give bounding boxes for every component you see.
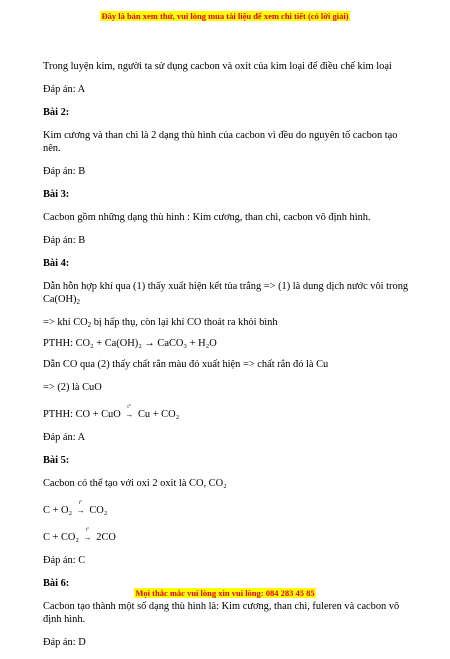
question-4-line-4: => (2) là CuO bbox=[43, 382, 102, 393]
equation-right: CO₂ bbox=[89, 505, 108, 516]
question-3-answer: Đáp án: B bbox=[43, 235, 86, 246]
equation-right: 2CO bbox=[96, 532, 116, 543]
question-2-text: Kim cương và than chì là 2 dạng thù hình của cacbon vì đều do nguyên tố cacbon tạo nên. bbox=[43, 130, 398, 154]
question-4-line-2-b: bị hấp thụ, còn lại khí CO thoát ra khỏi bình bbox=[91, 317, 278, 328]
question-4-line-1 bbox=[43, 280, 415, 306]
preview-banner-text: Đây là bản xem thử, vui lòng mua tài liệu để xem chi tiết (có lời giải) bbox=[101, 11, 349, 21]
intro-answer: Đáp án: A bbox=[43, 84, 86, 95]
question-4-title: Bài 4: bbox=[43, 258, 70, 269]
question-6-answer: Đáp án: D bbox=[43, 637, 86, 648]
question-4-answer: Đáp án: A bbox=[43, 432, 86, 443]
question-5-text: Cacbon có thể tạo với oxi 2 oxit là CO, CO₂ bbox=[43, 478, 227, 489]
subscript: 2 bbox=[87, 321, 92, 329]
arrow-glyph: → bbox=[125, 410, 134, 419]
question-4-equation-2 bbox=[43, 405, 415, 421]
question-4-line-3: Dẫn CO qua (2) thấy chất rắn màu đỏ xuất hiện => chất rắn đó là Cu bbox=[43, 359, 329, 370]
question-5-title: Bài 5: bbox=[43, 455, 70, 466]
equation-left: C + O₂ bbox=[43, 505, 73, 516]
reaction-arrow bbox=[123, 405, 135, 421]
arrow-glyph: → bbox=[76, 506, 85, 515]
contact-banner bbox=[0, 588, 450, 598]
temperature-label: t° bbox=[85, 528, 90, 533]
question-4-line-2-a: => khí CO bbox=[43, 317, 88, 328]
subscript: 2 bbox=[76, 298, 80, 306]
question-3-text: Cacbon gồm những dạng thù hình : Kim cương, than chì, cacbon vô định hình. bbox=[43, 212, 371, 223]
question-6-title: Bài 6: bbox=[43, 578, 70, 589]
contact-banner-text: Mọi thắc mắc vui lòng xin vui lòng: 084 283 45 85 bbox=[135, 588, 315, 598]
reaction-arrow bbox=[75, 501, 87, 517]
question-6-text: Cacbon tạo thành một số dạng thù hình là: Kim cương, than chì, fuleren và cacbon vô định hình. bbox=[43, 601, 400, 625]
equation-right: Cu + CO₂ bbox=[137, 409, 180, 420]
question-5-equation-2 bbox=[43, 528, 415, 544]
question-4-line-1-text: Dẫn hỗn hợp khí qua (1) thấy xuất hiện kết tủa trắng => (1) là dung dịch nước vôi trong Ca(OH) bbox=[43, 281, 409, 305]
temperature-label: t° bbox=[127, 405, 131, 410]
document-body bbox=[43, 60, 415, 659]
intro-text: Trong luyện kim, người ta sử dụng cacbon và oxit của kim loại để điều chế kim loại bbox=[43, 61, 392, 72]
equation-left: PTHH: CO + CuO bbox=[43, 409, 121, 420]
question-5-answer: Đáp án: C bbox=[43, 555, 86, 566]
question-2-title: Bài 2: bbox=[43, 107, 70, 118]
question-5-equation-1 bbox=[43, 501, 415, 517]
arrow-glyph: → bbox=[83, 533, 92, 542]
question-2-answer: Đáp án: B bbox=[43, 166, 86, 177]
temperature-label: t° bbox=[78, 501, 83, 506]
question-4-equation-1: PTHH: CO₂ + Ca(OH)₂ → CaCO₃ + H₂O bbox=[43, 338, 217, 349]
preview-banner bbox=[0, 11, 450, 21]
reaction-arrow bbox=[82, 528, 94, 544]
question-3-title: Bài 3: bbox=[43, 189, 70, 200]
equation-left: C + CO₂ bbox=[43, 532, 80, 543]
question-4-line-2 bbox=[43, 316, 415, 329]
